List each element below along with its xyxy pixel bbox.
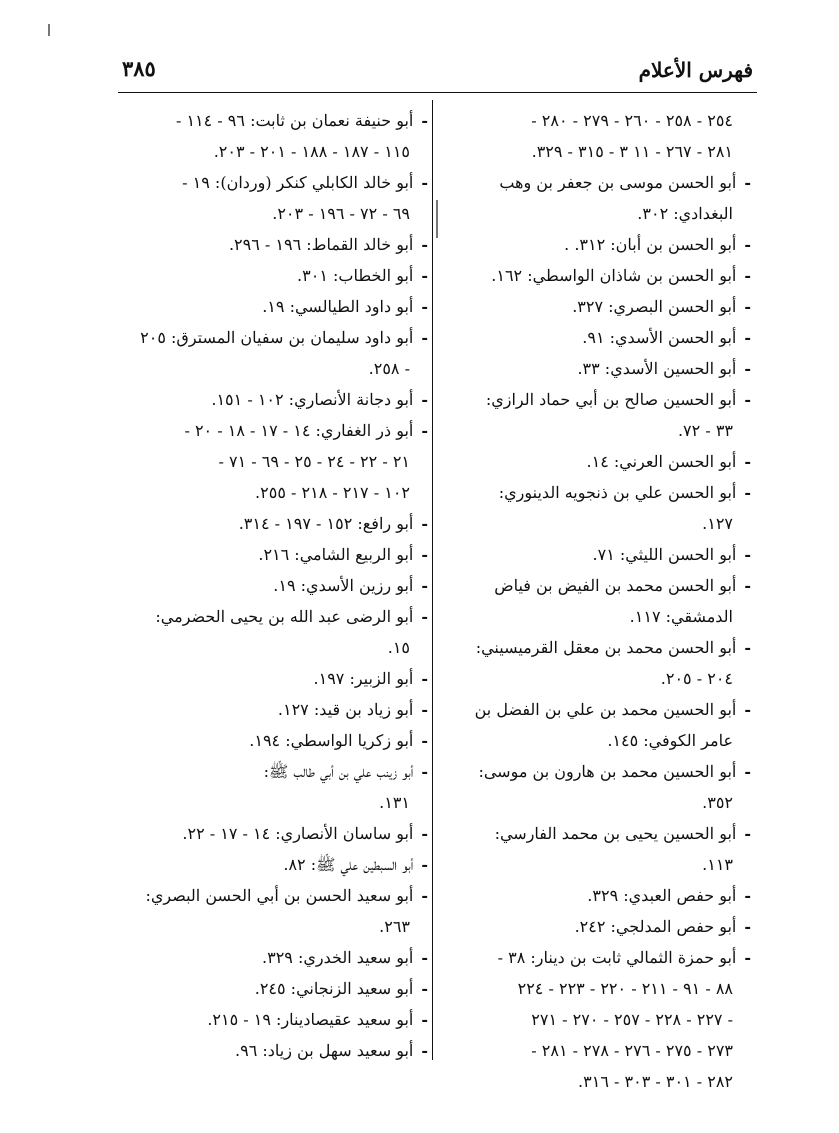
entry-text: أبو الحسن محمد بن معقل القرميسيني: [475,638,737,657]
index-entry [128,292,428,322]
index-entry-continuation [128,354,428,384]
entry-text: - ٢٢٧ - ٢٢٨ - ٢٥٧ - ٢٧٠ - ٢٧١ [531,1010,733,1029]
entry-text: الدمشقي: ١١٧. [629,607,733,626]
entry-dash: - [744,700,751,719]
entry-text: البغدادي: ٣٠٢. [637,204,733,223]
entry-text: أبو الحسين محمد بن علي بن الفضل بن [474,700,737,719]
entry-text: ٢٨٢ - ٣٠١ - ٣٠٣ - ٣١٦. [578,1072,733,1091]
entry-text: أبو سعيد الخدري: ٣٢٩. [262,948,414,967]
entry-text: أبو الحسن موسى بن جعفر بن وهب [499,173,737,192]
entry-text: أبو سعيد الحسن بن أبي الحسن البصري: [145,886,414,905]
entry-text: أبو خالد القماط: ١٩٦ - ٢٩٦. [228,235,414,254]
index-entry [451,385,751,415]
index-entry-continuation [451,1067,751,1097]
entry-text: أبو حمزة الثمالي ثابت بن دينار: ٣٨ - [497,948,737,967]
entry-text: ١٥. [387,638,410,657]
entry-text: ٢٥٤ - ٢٥٨ - ٢٦٠ - ٢٧٩ - ٢٨٠ - [531,111,733,130]
entry-text: ٢٨١ - ٢٦٧ - ١١ ٣ - ٣١٥ - ٣٢٩. [531,142,733,161]
entry-dash: - [421,855,428,874]
entry-text: أبو حنيفة نعمان بن ثابت: ٩٦ - ١١٤ - [175,111,414,130]
index-entry [128,385,428,415]
index-entry-continuation [128,137,428,167]
index-entry-continuation [128,788,428,818]
entry-text: ٦٩ - ٧٢ - ١٩٦ - ٢٠٣. [272,204,410,223]
index-entry [128,416,428,446]
entry-text: أبو الحسين محمد بن هارون بن موسى: [478,762,737,781]
margin-mark [436,200,438,238]
index-entry-continuation [451,106,751,136]
entry-dash: - [421,607,428,626]
index-entry-continuation [128,912,428,942]
entry-text: ١٠٢ - ٢١٧ - ٢١٨ - ٢٥٥. [255,483,410,502]
entry-text: أبو الحسن علي بن ذنجويه الدينوري: [498,483,737,502]
entry-dash: - [421,545,428,564]
index-entry [451,354,751,384]
index-entry [128,695,428,725]
entry-text: ٢٦٣. [379,917,410,936]
entry-dash: - [421,235,428,254]
entry-text: أبو زياد بن قيد: ١٢٧. [277,700,414,719]
entry-text: أبو دجانة الأنصاري: ١٠٢ - ١٥١. [211,390,414,409]
entry-text: أبو الرضى عبد الله بن يحيى الحضرمي: [155,607,414,626]
entry-dash: - [744,545,751,564]
column-divider [432,100,433,1060]
entry-text: أبو ذر الغفاري: ١٤ - ١٧ - ١٨ - ٢٠ - [184,421,414,440]
index-entry-continuation [451,974,751,1004]
entry-dash: - [744,762,751,781]
entry-text: ٢١ - ٢٢ - ٢٤ - ٢٥ - ٦٩ - ٧١ - [218,452,410,471]
entry-text: أبو الحسن محمد بن الفيض بن فياض [494,576,737,595]
entry-dash: - [744,297,751,316]
index-entry [128,943,428,973]
entry-text: أبو الحسن الليثي: ٧١. [592,545,737,564]
index-entry [128,571,428,601]
index-entry [128,850,428,880]
index-entry-continuation [451,137,751,167]
index-entry [128,726,428,756]
entry-text: أبو الحسن البصري: ٣٢٧. [572,297,737,316]
entry-dash: - [421,1041,428,1060]
index-entry-continuation [451,509,751,539]
entry-text: أبو خالد الكابلي كنكر (وردان): ١٩ - [182,173,414,192]
entry-dash: - [421,669,428,688]
entry-text: ٣٥٢. [702,793,733,812]
entry-dash: - [421,266,428,285]
entry-dash: - [744,173,751,192]
entry-text: أبو الزبير: ١٩٧. [313,669,414,688]
entry-dash: - [421,731,428,750]
entry-dash: - [744,235,751,254]
index-entry [128,664,428,694]
entry-text: أبو زكريا الواسطي: ١٩٤. [249,731,414,750]
index-entry [128,819,428,849]
entry-text: - ٢٥٨. [368,359,410,378]
entry-text: أبو الحسين صالح بن أبي حماد الرازي: [485,390,737,409]
entry-text: ١٢٧. [702,514,733,533]
entry-text: أبو ساسان الأنصاري: ١٤ - ١٧ - ٢٢. [182,824,414,843]
entry-text: ٢٧٣ - ٢٧٥ - ٢٧٦ - ٢٧٨ - ٢٨١ - [531,1041,733,1060]
entry-dash: - [421,700,428,719]
index-entry [451,447,751,477]
index-entry [128,602,428,632]
entry-dash: - [744,886,751,905]
index-entry-continuation [451,850,751,880]
entry-text: عامر الكوفي: ١٤٥. [607,731,733,750]
entry-dash: - [421,948,428,967]
entry-text: أبو الحسن العرني: ١٤. [586,452,737,471]
index-entry [128,261,428,291]
entry-dash: - [421,390,428,409]
entry-dash: - [421,576,428,595]
entry-dash: - [744,452,751,471]
index-entry [128,1036,428,1066]
index-entry [451,633,751,663]
index-entry [128,1005,428,1035]
entry-dash: - [744,638,751,657]
index-entry [451,912,751,942]
entry-dash: - [744,359,751,378]
index-entry-continuation [451,664,751,694]
index-entry [451,943,751,973]
entry-dash: - [421,762,428,781]
entry-dash: - [421,328,428,347]
index-entry [451,757,751,787]
entry-dash: - [421,886,428,905]
entry-dash: - [421,514,428,533]
entry-text: أبو الحسن بن شاذان الواسطي: ١٦٢. [491,266,737,285]
index-entry [128,509,428,539]
index-entry-continuation [451,788,751,818]
entry-dash: - [744,483,751,502]
index-entry [451,168,751,198]
entry-text: أبو الحسين الأسدي: ٣٣. [577,359,737,378]
entry-text: ٣٣ - ٧٢. [677,421,733,440]
index-entry-continuation [128,633,428,663]
index-entry [451,695,751,725]
entry-text: ١١٥ - ١٨٧ - ١٨٨ - ٢٠١ - ٢٠٣. [213,142,410,161]
index-entry [128,168,428,198]
entry-dash: - [744,390,751,409]
entry-text: ٢٠٤ - ٢٠٥. [660,669,733,688]
entry-text: أبو الخطاب: ٣٠١. [297,266,414,285]
entry-text: أبو داود سليمان بن سفيان المسترق: ٢٠٥ [140,328,414,347]
entry-dash: - [421,1010,428,1029]
index-entry [451,230,751,260]
entry-dash: - [744,948,751,967]
entry-dash: - [421,111,428,130]
index-entry [128,757,428,787]
entry-text: أبو رافع: ١٥٢ - ١٩٧ - ٣١٤. [238,514,414,533]
index-entry [451,292,751,322]
index-entry [128,974,428,1004]
page-number: ٣٨٥ [122,56,156,81]
index-entry [451,540,751,570]
entry-dash: - [744,576,751,595]
entry-text: أبو سعيد سهل بن زياد: ٩٦. [235,1041,414,1060]
index-entry [128,230,428,260]
index-entry-continuation [451,726,751,756]
index-entry-continuation [128,447,428,477]
entry-text: أبو الربيع الشامي: ٢١٦. [258,545,414,564]
entry-dash: - [744,266,751,285]
entry-text: أبو سعيد الزنجاني: ٢٤٥. [254,979,414,998]
page-title: فهرس الأعلام [638,58,753,82]
entry-dash: - [744,917,751,936]
page-header [0,0,839,100]
index-entry [451,571,751,601]
index-entry [128,881,428,911]
entry-text: أبو حفص المدلجي: ٢٤٢. [574,917,737,936]
entry-text: أبو رزين الأسدي: ١٩. [273,576,414,595]
entry-text: أبو الحسن بن أبان: ٣١٢. . [564,235,737,254]
entry-dash: - [421,979,428,998]
entry-dash: - [421,421,428,440]
entry-text: أبو الحسن الأسدي: ٩١. [582,328,737,347]
entry-text: أبو زينب علي بن أبي طالب ﷺ: [263,762,414,781]
index-entry [451,881,751,911]
index-entry-continuation [451,1036,751,1066]
entry-text: أبو حفص العبدي: ٣٢٩. [587,886,737,905]
index-entry-continuation [451,199,751,229]
entry-dash: - [744,328,751,347]
entry-text: أبو داود الطيالسي: ١٩. [262,297,414,316]
entry-dash: - [421,173,428,192]
entry-text: أبو السبطين علي ﷺ: ٨٢. [283,855,414,874]
index-entry [128,540,428,570]
index-entry-continuation [451,1005,751,1035]
index-entry-continuation [128,199,428,229]
index-entry [451,478,751,508]
index-entry-continuation [451,416,751,446]
index-entry [128,323,428,353]
entry-dash: - [744,824,751,843]
index-entry [451,261,751,291]
header-rule [118,92,757,93]
entry-dash: - [421,297,428,316]
entry-text: أبو الحسين يحيى بن محمد الفارسي: [494,824,737,843]
entry-text: ٨٨ - ٩١ - ٢١١ - ٢٢٠ - ٢٢٣ - ٢٢٤ [517,979,733,998]
index-entry [128,106,428,136]
index-entry-continuation [128,478,428,508]
entry-dash: - [421,824,428,843]
index-entry [451,323,751,353]
entry-text: ١١٣. [702,855,733,874]
entry-text: أبو سعيد عقيصادينار: ١٩ - ٢١٥. [207,1010,414,1029]
index-entry [451,819,751,849]
entry-text: ١٣١. [379,793,410,812]
index-entry-continuation [451,602,751,632]
